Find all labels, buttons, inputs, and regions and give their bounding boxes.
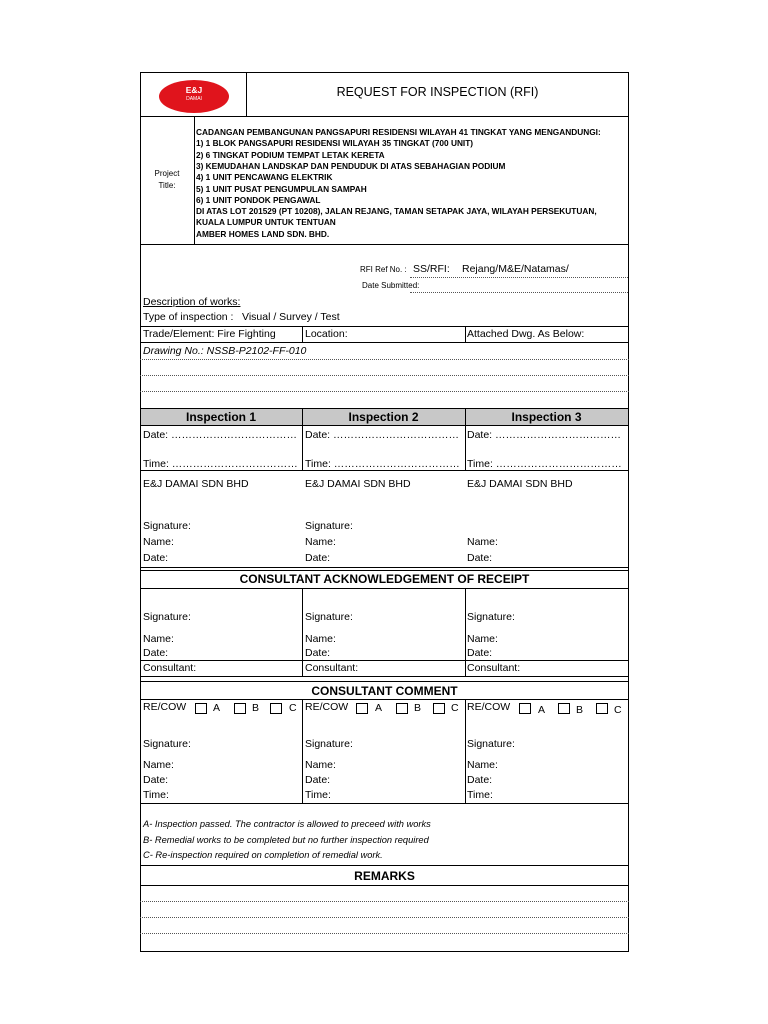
project-label-title: Title: bbox=[158, 181, 176, 190]
inspection-1-date-sign[interactable]: Date: bbox=[143, 552, 169, 564]
rfi-ref-label: RFI Ref No. : bbox=[360, 265, 407, 274]
legend-c: C- Re-inspection required on completion of remedial work. bbox=[143, 850, 383, 860]
project-line: KUALA LUMPUR UNTUK TENTUAN bbox=[196, 217, 336, 228]
option-a-label: A bbox=[375, 702, 383, 714]
inspection-3-date[interactable]: Date: ……………………………… bbox=[467, 429, 622, 441]
option-b-label: B bbox=[414, 702, 422, 714]
company-name-3: E&J DAMAI SDN BHD bbox=[467, 478, 573, 490]
inspection-type-label: Type of inspection : bbox=[143, 311, 234, 323]
option-a-label: A bbox=[213, 702, 221, 714]
remarks-title: REMARKS bbox=[354, 869, 415, 883]
project-line: 1) 1 BLOK PANGSAPURI RESIDENSI WILAYAH 35 TINGKAT (700 UNIT) bbox=[196, 138, 474, 149]
project-line: 6) 1 UNIT PONDOK PENGAWAL bbox=[196, 194, 321, 205]
inspection-2-name[interactable]: Name: bbox=[305, 536, 336, 548]
comment-title: CONSULTANT COMMENT bbox=[311, 684, 458, 698]
comment-3-name[interactable]: Name: bbox=[467, 759, 498, 771]
comment-3-signature[interactable]: Signature: bbox=[467, 738, 515, 750]
legend-b: B- Remedial works to be completed but no further inspection required bbox=[143, 835, 429, 845]
inspection-2-signature[interactable]: Signature: bbox=[305, 520, 353, 532]
inspection-2-date[interactable]: Date: ……………………………… bbox=[305, 429, 460, 441]
date-submitted-label: Date Submitted: bbox=[362, 281, 420, 290]
ack-1-signature[interactable]: Signature: bbox=[143, 611, 191, 623]
inspection-3-time[interactable]: Time: ……………………………… bbox=[467, 458, 622, 470]
project-line: AMBER HOMES LAND SDN. BHD. bbox=[196, 228, 330, 239]
recow-label-2: RE/COW bbox=[305, 701, 349, 713]
description-label: Description of works: bbox=[143, 296, 241, 308]
ack-2-name[interactable]: Name: bbox=[305, 633, 336, 645]
ack-3-consultant[interactable]: Consultant: bbox=[467, 662, 521, 674]
checkbox-c-3[interactable] bbox=[596, 703, 608, 714]
rfi-ref-prefix: SS/RFI: bbox=[413, 263, 450, 275]
remarks-line[interactable] bbox=[140, 917, 629, 918]
inspection-1-header: Inspection 1 bbox=[185, 410, 256, 424]
inspection-3-name[interactable]: Name: bbox=[467, 536, 498, 548]
date-submitted-field[interactable] bbox=[410, 292, 628, 293]
comment-3-time[interactable]: Time: bbox=[467, 789, 493, 801]
comment-1-time[interactable]: Time: bbox=[143, 789, 169, 801]
remarks-line[interactable] bbox=[140, 901, 629, 902]
inspection-3-header: Inspection 3 bbox=[511, 410, 582, 424]
form-title: REQUEST FOR INSPECTION (RFI) bbox=[336, 85, 539, 99]
project-line: 4) 1 UNIT PENCAWANG ELEKTRIK bbox=[196, 172, 333, 183]
checkbox-b-3[interactable] bbox=[558, 703, 570, 714]
comment-1-name[interactable]: Name: bbox=[143, 759, 174, 771]
comment-1-signature[interactable]: Signature: bbox=[143, 738, 191, 750]
inspection-1-name[interactable]: Name: bbox=[143, 536, 174, 548]
ack-1-consultant[interactable]: Consultant: bbox=[143, 662, 197, 674]
ack-1-date[interactable]: Date: bbox=[143, 647, 169, 659]
comment-2-date[interactable]: Date: bbox=[305, 774, 331, 786]
inspection-1-signature[interactable]: Signature: bbox=[143, 520, 191, 532]
project-line: 5) 1 UNIT PUSAT PENGUMPULAN SAMPAH bbox=[196, 183, 367, 194]
option-b-label: B bbox=[252, 702, 260, 714]
attached-dwg-label: Attached Dwg. As Below: bbox=[467, 328, 585, 340]
legend-a: A- Inspection passed. The contractor is allowed to preceed with works bbox=[143, 819, 431, 829]
inspection-1-date[interactable]: Date: ……………………………… bbox=[143, 429, 298, 441]
project-line: 2) 6 TINGKAT PODIUM TEMPAT LETAK KERETA bbox=[196, 149, 385, 160]
ack-2-signature[interactable]: Signature: bbox=[305, 611, 353, 623]
ack-2-date[interactable]: Date: bbox=[305, 647, 331, 659]
project-line: 3) KEMUDAHAN LANDSKAP DAN PENDUDUK DI ATAS SEBAHAGIAN PODIUM bbox=[196, 160, 506, 171]
drawing-number: Drawing No.: NSSB-P2102-FF-010 bbox=[143, 345, 307, 357]
checkbox-a-2[interactable] bbox=[356, 703, 368, 714]
comment-2-name[interactable]: Name: bbox=[305, 759, 336, 771]
inspection-1-time[interactable]: Time: ……………………………… bbox=[143, 458, 298, 470]
company-name-2: E&J DAMAI SDN BHD bbox=[305, 478, 411, 490]
project-line: DI ATAS LOT 201529 (PT 10208), JALAN REJANG, TAMAN SETAPAK JAYA, WILAYAH PERSEKUTUAN, bbox=[196, 206, 597, 217]
logo-subtext: DAMAI bbox=[186, 96, 202, 102]
comment-2-signature[interactable]: Signature: bbox=[305, 738, 353, 750]
checkbox-c-2[interactable] bbox=[433, 703, 445, 714]
inspection-3-date-sign[interactable]: Date: bbox=[467, 552, 493, 564]
recow-label-3: RE/COW bbox=[467, 701, 511, 713]
trade-element: Trade/Element: Fire Fighting bbox=[143, 328, 276, 340]
inspection-type-value: Visual / Survey / Test bbox=[242, 311, 340, 323]
ack-3-name[interactable]: Name: bbox=[467, 633, 498, 645]
comment-1-date[interactable]: Date: bbox=[143, 774, 169, 786]
option-b-label: B bbox=[576, 704, 584, 716]
ack-1-name[interactable]: Name: bbox=[143, 633, 174, 645]
recow-label-1: RE/COW bbox=[143, 701, 187, 713]
checkbox-c-1[interactable] bbox=[270, 703, 282, 714]
checkbox-a-3[interactable] bbox=[519, 703, 531, 714]
rfi-ref-value[interactable]: Rejang/M&E/Natamas/ bbox=[462, 263, 569, 275]
ack-3-signature[interactable]: Signature: bbox=[467, 611, 515, 623]
checkbox-a-1[interactable] bbox=[195, 703, 207, 714]
inspection-2-date-sign[interactable]: Date: bbox=[305, 552, 331, 564]
inspection-2-header: Inspection 2 bbox=[348, 410, 419, 424]
inspection-2-time[interactable]: Time: ……………………………… bbox=[305, 458, 460, 470]
ack-title: CONSULTANT ACKNOWLEDGEMENT OF RECEIPT bbox=[239, 572, 530, 586]
checkbox-b-1[interactable] bbox=[234, 703, 246, 714]
option-c-label: C bbox=[451, 702, 459, 714]
project-label: Project bbox=[154, 169, 180, 178]
ack-3-date[interactable]: Date: bbox=[467, 647, 493, 659]
remarks-line[interactable] bbox=[140, 933, 629, 934]
checkbox-b-2[interactable] bbox=[396, 703, 408, 714]
company-logo bbox=[159, 80, 229, 113]
location-label: Location: bbox=[305, 328, 348, 340]
comment-2-time[interactable]: Time: bbox=[305, 789, 331, 801]
option-c-label: C bbox=[614, 704, 622, 716]
project-line: CADANGAN PEMBANGUNAN PANGSAPURI RESIDENSI WILAYAH 41 TINGKAT YANG MENGANDUNGI: bbox=[196, 127, 601, 137]
option-c-label: C bbox=[289, 702, 297, 714]
comment-3-date[interactable]: Date: bbox=[467, 774, 493, 786]
logo-text: E&J bbox=[185, 85, 203, 95]
ack-2-consultant[interactable]: Consultant: bbox=[305, 662, 359, 674]
company-name-1: E&J DAMAI SDN BHD bbox=[143, 478, 249, 490]
option-a-label: A bbox=[538, 704, 546, 716]
